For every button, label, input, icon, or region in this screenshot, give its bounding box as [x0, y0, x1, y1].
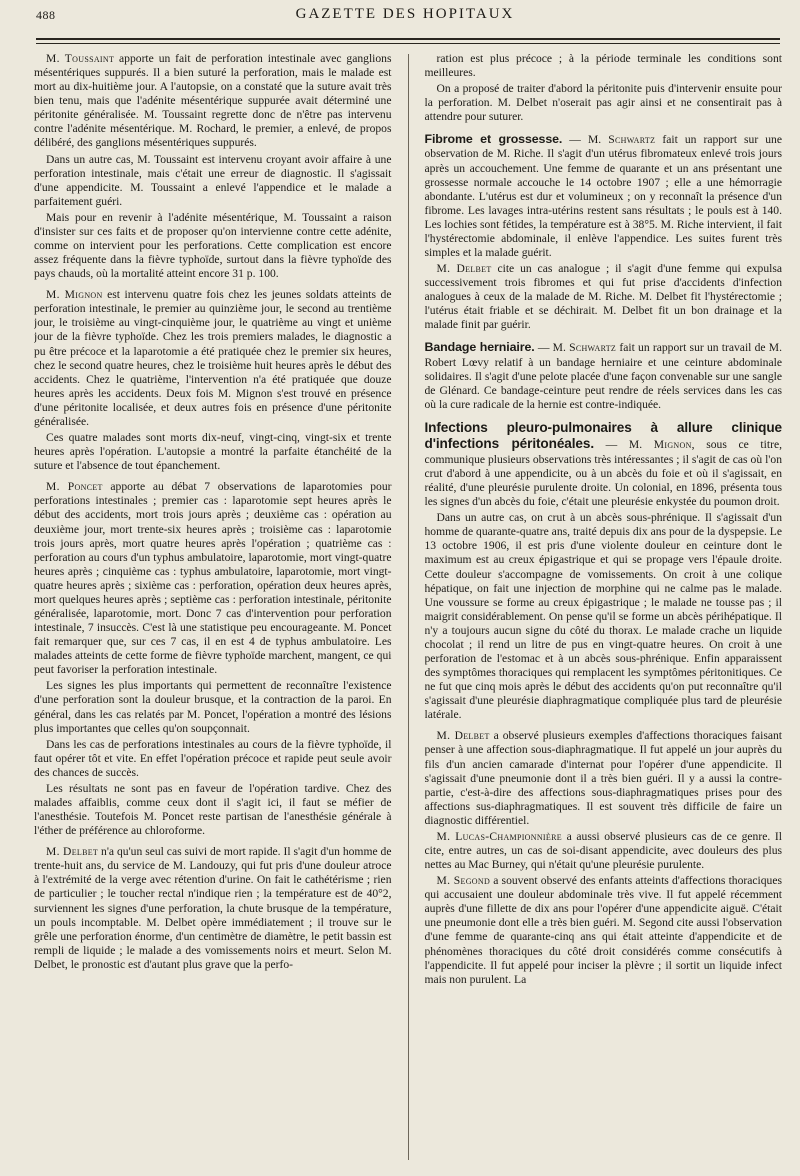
speaker-name: M. Delbet — [436, 729, 490, 743]
paragraph: M. Segond a souvent observé des enfants atteints d'affections thoraciques qui accusaient une douleur abdominale très vive. Il fut appelé récemment auprès d'une fillette de dix ans pour l'opérer d'une appendicite aiguë. C'était une pneumonie dont elle a très bien guéri. M. Segond cite aussi l'observation d'une femme de quarante-cinq ans qui était atteinte d'appendicite et de phénomènes thoraciques du côté droit considérés comme consécutifs à l'appendicite. Il fut appelé pour inciser la plèvre ; il sortit un liquide infect mais non purulent. La — [424, 874, 782, 986]
paragraph: M. Poncet apporte au débat 7 observations de laparotomies pour perforations intestinales ; premier cas : laparotomie sept heures après le début des accidents, mort trois jours après ; deuxième cas : opération au deuxième jour, mort trente-six heures après ; troisième cas : laparotomie trois jours après, mort quatre heures après l'opération ; quatrième cas : perforation au cours d'un typhus ambulatoire, laparotomie, mort vingt-quatre heures après ; cinquième cas : typhus ambulatoire, laparotomie, mort vingt-quatre heures après ; sixième cas : perforation, opération deux heures après, mort quelques heures après ; septième cas : perforation intestinale, péritonite généralisée, laparotomie, mort. Donc 7 cas d'intervention pour perforation intestinale, 7 insuccès. C'est là une statistique peu encourageante. M. Poncet fait remarquer que, sur ces 7 cas, il en est 4 de typhus ambulatoire. Les malades atteints de cette forme de fièvre typhoïde marchent, mangent, ce qui peut favoriser la perforation intestinale. — [34, 480, 392, 677]
paragraph: Mais pour en revenir à l'adénite mésentérique, M. Toussaint a raison d'insister sur ces faits et de proposer qu'on intervienne contre cette adénite, comme on intervient pour les perforations. Cette complication est encore assez fréquente dans la fièvre typhoïde, surtout dans la fièvre typhoïde des pays chauds, où la mortalité atteint encore 31 p. 100. — [34, 210, 392, 281]
speaker-name: M. Delbet — [46, 845, 99, 859]
speaker-name: Mignon — [653, 438, 692, 452]
section-heading: Infections pleuro-pulmonaires à allure clinique d'infections péritonéales. — [424, 419, 782, 452]
page-number: 488 — [36, 8, 56, 22]
speaker-name: Schwartz — [608, 133, 656, 147]
text-columns — [34, 52, 782, 1162]
speaker-name: M. Segond — [436, 874, 491, 888]
left-column — [34, 52, 392, 1162]
speaker-name: M. Toussaint — [46, 52, 115, 65]
header-rule-thick — [36, 38, 780, 40]
section-paragraph: Infections pleuro-pulmonaires à allure clinique d'infections péritonéales. — M. Mignon, sous ce titre, communique plusieurs observations très intéressantes ; il s'agit de cas où l'on crut d'abord à une appendicite, ou à un abcès du foie et où il s'agissait, en réalité, d'une pleurésie purulente droite. Un colonial, en 1896, présenta tous les signes d'un abcès du foie, c'était une pleurésie enkystée du poumon droit. — [424, 419, 782, 509]
section-heading: Fibrome et grossesse. — [424, 132, 563, 147]
paragraph: Ces quatre malades sont morts dix-neuf, vingt-cinq, vingt-six et trente heures après l'opération. L'autopsie a montré la parfaite étanchéité de la suture et l'absence de tout épanchement. — [34, 431, 392, 473]
paragraph: Les résultats ne sont pas en faveur de l'opération tardive. Chez des malades affaiblis, comme ceux dont il s'agit ici, il faut se méfier de l'anesthésie. Toutefois M. Poncet reste partisan de l'anesthésie générale à l'éther de préférence au chloroforme. — [34, 781, 392, 838]
column-divider — [408, 54, 409, 1160]
speaker-name: M. Delbet — [436, 262, 492, 276]
paragraph: M. Delbet cite un cas analogue ; il s'agit d'une femme qui expulsa successivement trois fibromes et qui fut prise d'accidents d'infection analogues à ceux de la malade de M. Riche. M. Delbet fit l'hystérectomie ; l'utérus était friable et se déchirait. M. Delbet fit un bon drainage et la malade finit par guérir. — [424, 262, 782, 332]
speaker-name: M. Poncet — [46, 480, 103, 494]
paragraph: Dans un autre cas, on crut à un abcès sous-phrénique. Il s'agissait d'un homme de quarante-quatre ans, traité depuis dix ans pour de la dyspepsie. Le 13 octobre 1906, il est pris d'une violente douleur en ceinture dont le maximum est au creux épigastrique et qui se propage vers l'épaule droite. Cette douleur s'accompagne de vomissements. On croit à une colique hépatique, on fait une injection de morphine qui ne calme pas le malade. Une voussure se forme au creux épigastrique ; le malade ne tousse pas ; il maigrit considérablement. On pense qu'il se forme un abcès périhépatique. Il n'y a toujours aucun signe du côté du thorax. Le malade crache un liquide chocolat ; il rend un litre de pus en vingt-quatre heures. On croit à une perforation de l'estomac et à un abcès sous-phrénique. Enfin apparaissent des symptômes thoraciques qui remplacent les symptômes péritonitiques. Ce ne fut que cinq mois après le début des accidents qu'on put reconnaître qu'il s'agissait d'une pleurésie diaphragmatique compliquée plus tard de pleurésie latérale. — [424, 511, 782, 722]
paragraph: M. Delbet a observé plusieurs exemples d'affections thoraciques faisant penser à une affection sous-diaphragmatique. Il fut appelé un jour auprès du fils d'un ancien camarade d'internat pour l'opérer d'une appendicite. Il s'agissait d'une pneumonie dont il a très bien guéri. Il y a aussi la contre-partie, c'est-à-dire des affections sous-diaphragmatiques prises pour des affections sus-diaphragmatiques. Il est souvent très difficile de faire un diagnostic différentiel. — [424, 729, 782, 827]
header-rule-thin — [36, 43, 780, 44]
section-heading: Bandage herniaire. — [424, 340, 535, 355]
paragraph: M. Mignon est intervenu quatre fois chez les jeunes soldats atteints de perforation intestinale, le premier au quinzième jour, le second au trentième jour, le troisième au vingt-cinquième jour, le quatrième au vingt et unième jour de la fièvre typhoïde. Chez les trois premiers malades, le diagnostic a pu être précoce et la laparotomie a été pratiquée chez le premier six heures, chez le second quatre heures, chez le troisième huit heures après le début des accidents. Chez le quatrième, l'intervention n'a été pratiquée que douze heures après les accidents. Deux fois M. Mignon s'est trouvé en présence d'une péritonite localisée, et deux autres fois en présence d'une péritonite généralisée. — [34, 288, 392, 428]
page-header — [36, 6, 774, 36]
speaker-name: M. Mignon — [46, 288, 103, 302]
paragraph: M. Toussaint apporte un fait de perforation intestinale avec ganglions mésentériques suppurés. Il a bien suturé la perforation, mais le malade est mort au dix-huitième jour. A l'autopsie, on a constaté que la suture avait très bien tenu, mais que l'adénite mésentérique suppurée avait déterminé une péritonite généralisée. M. Toussaint regrette donc de n'être pas intervenu contre l'adénite mésentérique. M. Rochard, le premier, a enlevé, de propos délibéré, des ganglions mésentériques suppurés. — [34, 52, 392, 150]
speaker-name: Schwartz — [569, 341, 617, 355]
section-paragraph: Fibrome et grossesse. — M. Schwartz fait un rapport sur une observation de M. Riche. Il s'agit d'un utérus fibromateux enlevé trois jours après un accouchement. Une femme de quarante et un ans présentant une grossesse normale accouche le 14 octobre 1907 ; elle a une hémorragie abondante. L'utérus est dur et volumineux ; on y reconnaît la présence d'un fibrome. Les lavages intra-utérins restent sans résultats ; le pouls est à 140. Les lochies sont fétides, la température est à 38°5. M. Riche intervient, il fait l'hystérectomie abdominale, il enlève l'appendice. Les suites furent très simples et la malade guérit. — [424, 132, 782, 260]
journal-title: GAZETTE DES HOPITAUX — [295, 6, 515, 22]
paragraph: On a proposé de traiter d'abord la péritonite puis d'intervenir ensuite pour la perforation. M. Delbet n'oserait pas agir ainsi et ne consentirait pas à attendre pour suturer. — [424, 82, 782, 124]
paragraph: Les signes les plus importants qui permettent de reconnaître l'existence d'une perforation sont la douleur brusque, et la contraction de la paroi. En général, dans les cas relatés par M. Poncet, l'opération a montré des lésions plus importantes que celles qu'on soupçonnait. — [34, 679, 392, 735]
paragraph: ration est plus précoce ; à la période terminale les conditions sont meilleures. — [424, 52, 782, 80]
speaker-name: M. Lucas-Championnière — [436, 829, 562, 843]
paragraph: M. Delbet n'a qu'un seul cas suivi de mort rapide. Il s'agit d'un homme de trente-huit ans, du service de M. Landouzy, qui fut pris d'une douleur atroce à l'extrémité de la verge avec rétention d'urine. On fait le cathétérisme ; rien de particulier ; le toucher rectal n'indique rien ; la température est de 40°2, surviennent les signes d'une perforation, la chute brusque de la température, un pouls incomptable. M. Delbet opère immédiatement ; il trouve sur le grêle une perforation énorme, d'un centimètre de diamètre, le petit bassin est rempli de liquide ; le malade a des vomissements noirs et meurt. Selon M. Delbet, le pronostic est d'autant plus grave que la perfo- — [34, 845, 392, 971]
paragraph: M. Lucas-Championnière a aussi observé plusieurs cas de ce genre. Il cite, entre autres, un cas de soi-disant appendicite, avec douleurs des plus nettes au Mac Burney, qui n'était qu'une pleurésie purulente. — [424, 829, 782, 872]
right-column — [425, 52, 783, 1162]
section-paragraph: Bandage herniaire. — M. Schwartz fait un rapport sur un travail de M. Robert Lœvy relatif à un bandage herniaire et une ceinture abdominale solidaires. Il s'agit d'une pelote placée d'une façon convenable sur une sangle de Glénard. Ce bandage-ceinture peut rendre de réels services dans les cas où la cure radicale de la hernie est contre-indiquée. — [424, 340, 782, 411]
paragraph: Dans un autre cas, M. Toussaint est intervenu croyant avoir affaire à une perforation intestinale, mais c'était une erreur de diagnostic. Il s'agissait d'une appendicite. M. Toussaint a enlevé l'appendice et le malade a parfaitement guéri. — [34, 152, 392, 208]
paragraph: Dans les cas de perforations intestinales au cours de la fièvre typhoïde, il faut opérer tôt et vite. En effet l'opération précoce et rapide peut seule avoir des chances de succès. — [34, 737, 392, 779]
